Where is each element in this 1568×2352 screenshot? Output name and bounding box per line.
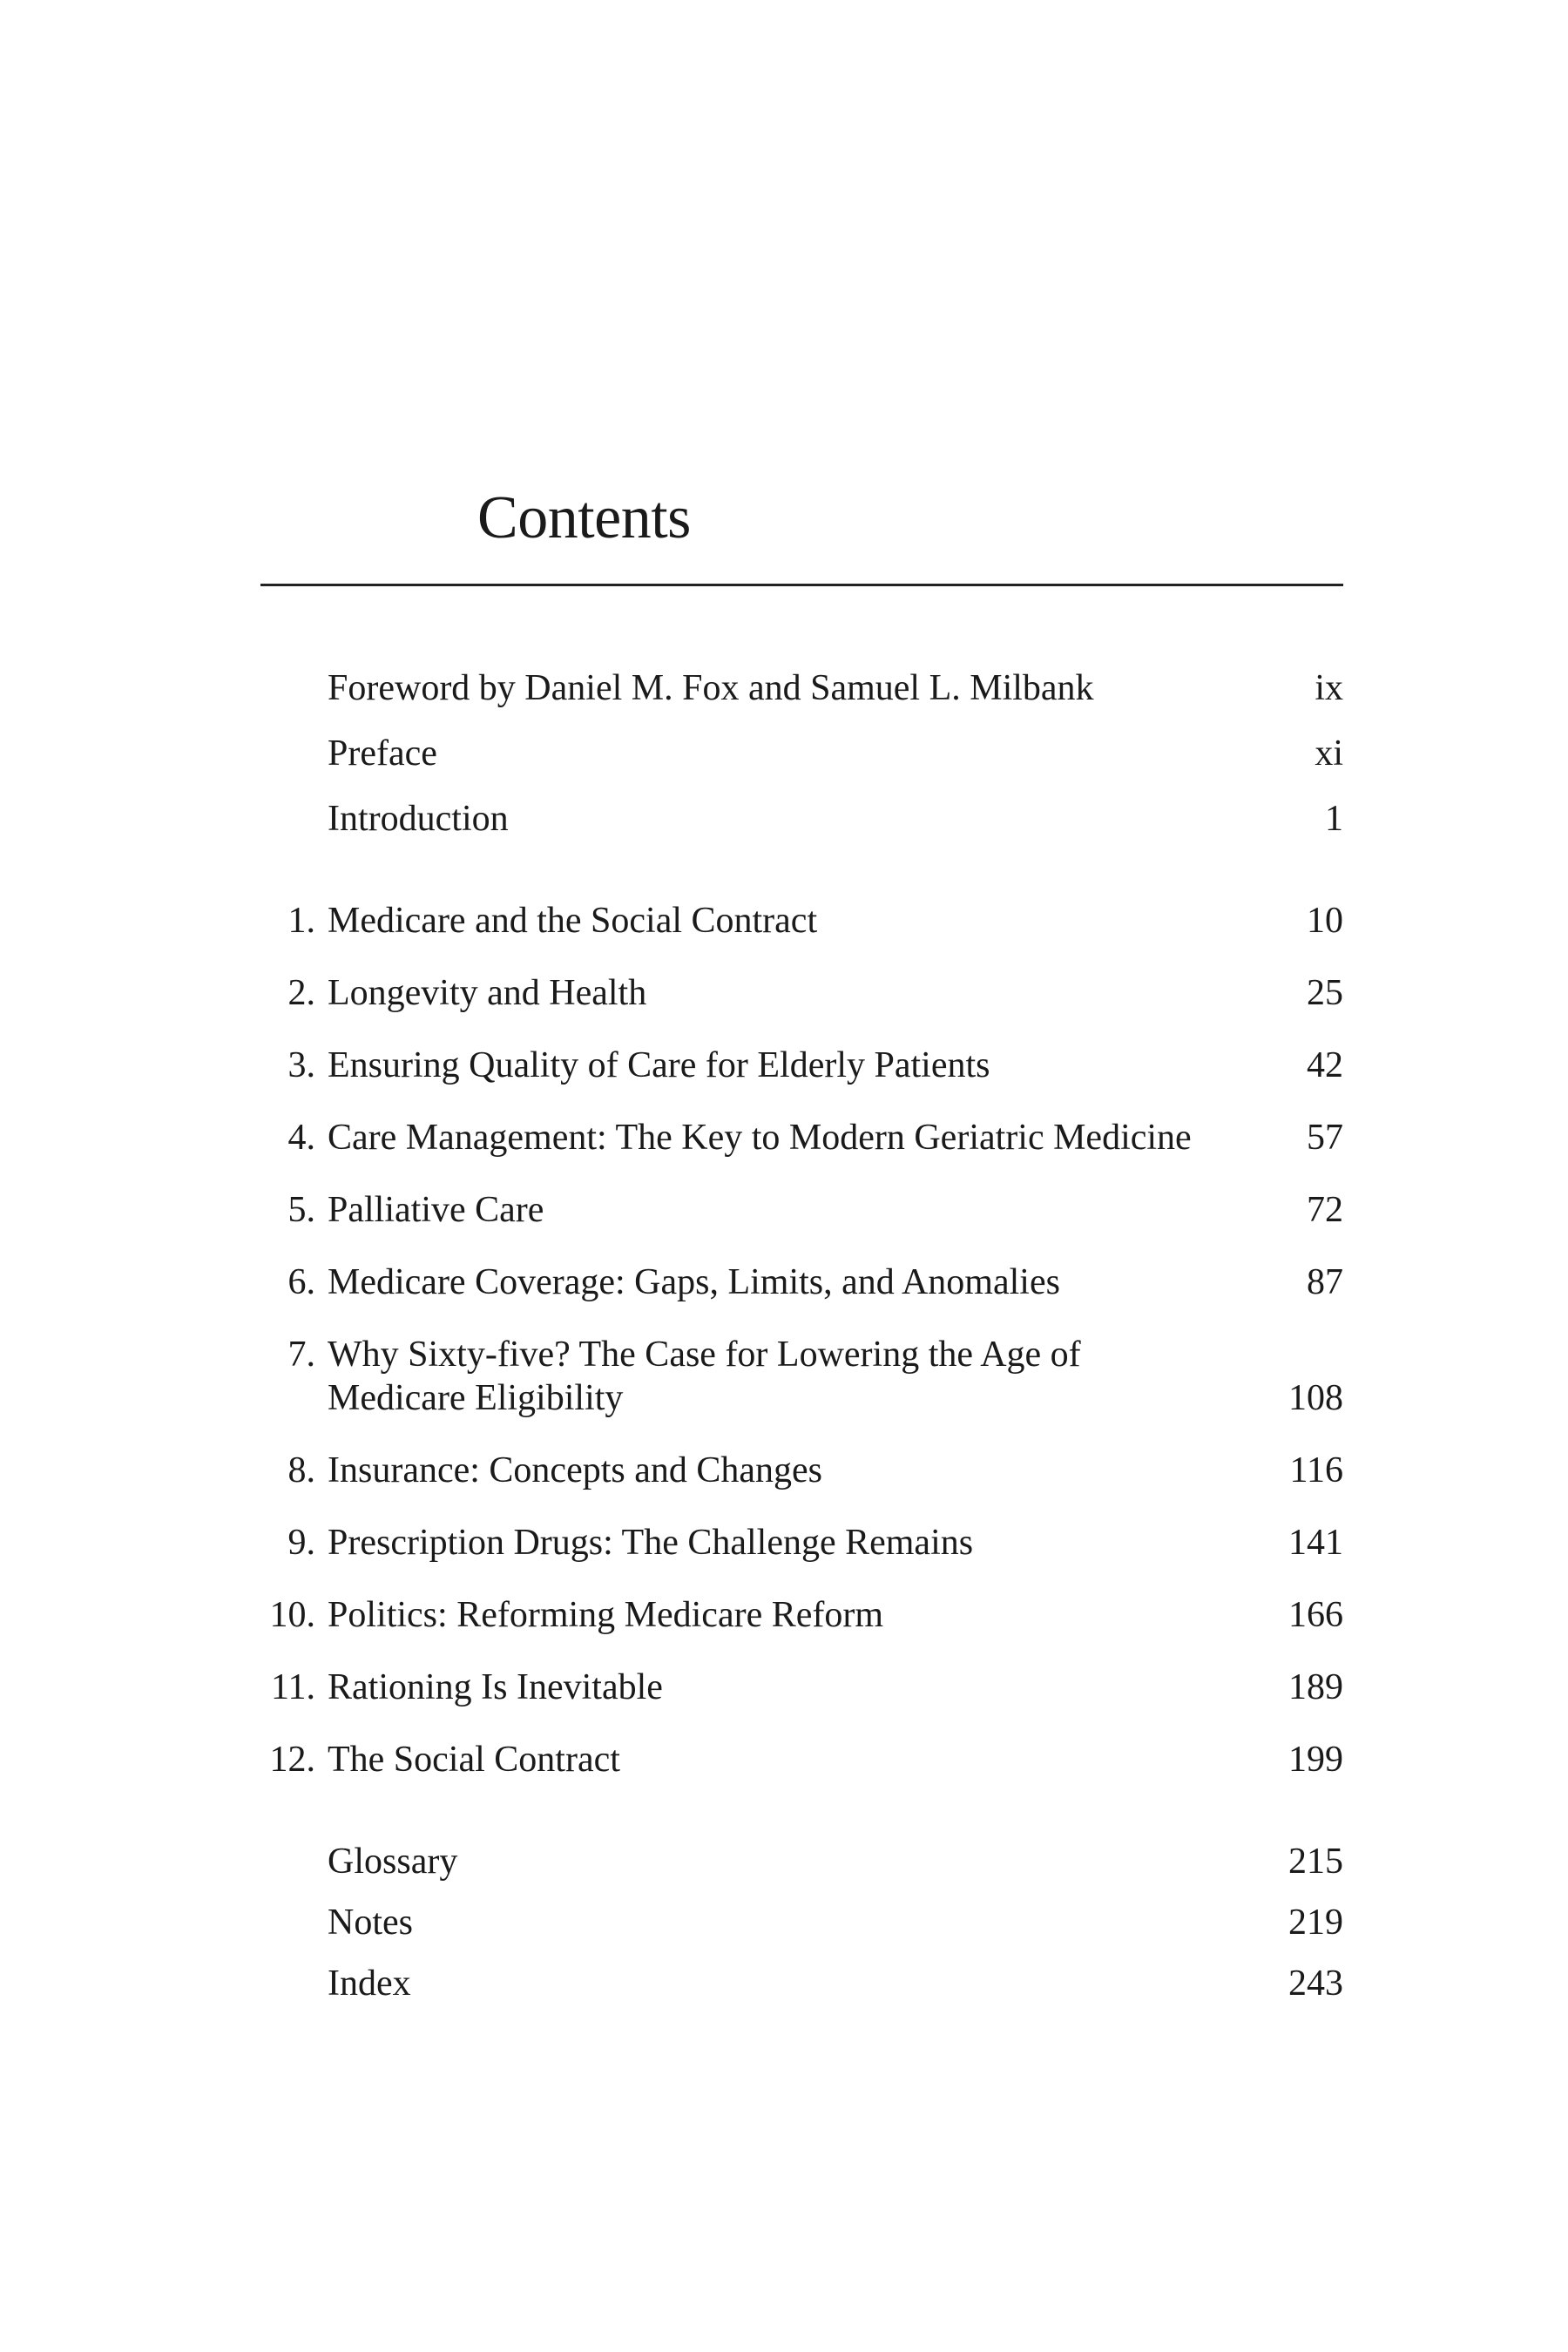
chapter-number: 9. <box>287 1523 315 1563</box>
toc-entry-label: Glossary <box>328 1842 458 1882</box>
toc-entry-label: The Social Contract <box>328 1740 620 1780</box>
toc-entry-page: 166 <box>1288 1595 1343 1635</box>
toc-entry-label: Palliative Care <box>328 1190 544 1230</box>
toc-entry-page: 25 <box>1307 973 1343 1013</box>
toc-entry-label: Medicare Coverage: Gaps, Limits, and Anomalies <box>328 1262 1060 1302</box>
toc-entry-page: 243 <box>1288 1963 1343 2004</box>
toc-entry-label: Politics: Reforming Medicare Reform <box>328 1595 884 1635</box>
toc-entry-label: Care Management: The Key to Modern Geriatric Medicine <box>328 1118 1192 1158</box>
toc-entry-page: xi <box>1315 733 1343 774</box>
chapter-number: 6. <box>287 1262 315 1302</box>
toc-entry-page: 219 <box>1288 1903 1343 1943</box>
toc-entry-page: 189 <box>1288 1667 1343 1707</box>
chapter-number: 8. <box>287 1450 315 1490</box>
toc-entry-page: 108 <box>1288 1378 1343 1418</box>
chapter-number: 4. <box>287 1118 315 1158</box>
chapter-number: 7. <box>287 1335 315 1375</box>
toc-entry-page: 116 <box>1289 1450 1343 1490</box>
toc-entry-page: 215 <box>1288 1842 1343 1882</box>
toc-entry-page: 141 <box>1288 1523 1343 1563</box>
toc-entry-label: Foreword by Daniel M. Fox and Samuel L. Milbank <box>328 668 1094 708</box>
toc-entry-page: ix <box>1315 668 1343 708</box>
chapter-number: 10. <box>269 1595 315 1635</box>
toc-entry-label: Ensuring Quality of Care for Elderly Patients <box>328 1045 990 1085</box>
toc-entry-label: Rationing Is Inevitable <box>328 1667 663 1707</box>
chapter-number: 2. <box>287 973 315 1013</box>
chapter-number: 1. <box>287 901 315 941</box>
toc-entry-label: Longevity and Health <box>328 973 647 1013</box>
chapter-number: 5. <box>287 1190 315 1230</box>
title-rule <box>260 584 1343 586</box>
toc-entry-label: Medicare and the Social Contract <box>328 901 818 941</box>
chapter-number: 3. <box>287 1045 315 1085</box>
toc-entry-label: Preface <box>328 733 437 774</box>
toc-entry-label: Why Sixty-five? The Case for Lowering the Age of Medicare Eligibility <box>328 1335 1081 1418</box>
page-title: Contents <box>477 484 691 551</box>
toc-entry-label: Insurance: Concepts and Changes <box>328 1450 823 1490</box>
toc-entry-label: Notes <box>328 1903 413 1943</box>
chapter-number: 12. <box>269 1740 315 1780</box>
toc-entry-page: 57 <box>1307 1118 1343 1158</box>
toc-entry-page: 87 <box>1307 1262 1343 1302</box>
toc-entry-label: Index <box>328 1963 411 2004</box>
toc-entry-label: Prescription Drugs: The Challenge Remains <box>328 1523 974 1563</box>
toc-entry-page: 72 <box>1307 1190 1343 1230</box>
toc-entry-page: 10 <box>1307 901 1343 941</box>
toc-entry-page: 42 <box>1307 1045 1343 1085</box>
toc-entry-label: Introduction <box>328 799 509 839</box>
toc-entry-page: 1 <box>1325 799 1343 839</box>
chapter-number: 11. <box>271 1667 315 1707</box>
toc-entry-page: 199 <box>1288 1740 1343 1780</box>
